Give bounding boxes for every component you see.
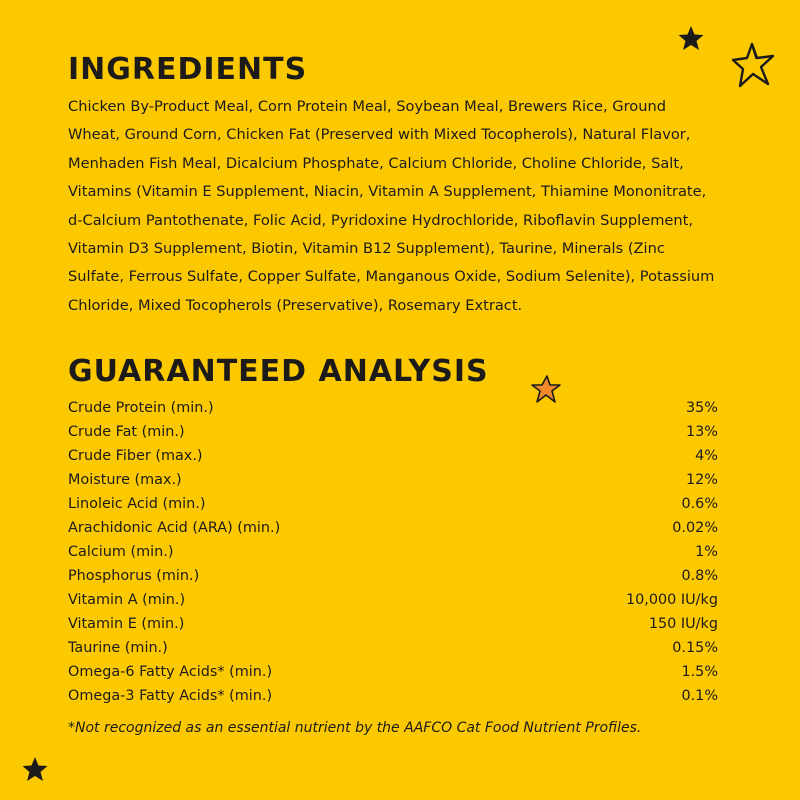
nutrient-value: 0.8% <box>681 568 718 584</box>
analysis-row <box>68 660 718 684</box>
analysis-row <box>68 468 718 492</box>
analysis-row <box>68 612 718 636</box>
nutrient-value: 150 IU/kg <box>648 616 718 632</box>
nutrient-value: 0.6% <box>681 496 718 512</box>
outline-star-icon <box>730 40 778 90</box>
analysis-row <box>68 684 718 708</box>
analysis-row <box>68 420 718 444</box>
analysis-row <box>68 636 718 660</box>
guaranteed-analysis-heading: GUARANTEED ANALYSIS <box>68 354 489 389</box>
nutrient-value: 12% <box>686 472 718 488</box>
nutrient-name: Arachidonic Acid (ARA) (min.) <box>68 520 281 536</box>
analysis-row <box>68 396 718 420</box>
nutrient-name: Vitamin A (min.) <box>68 592 186 608</box>
ingredients-heading: INGREDIENTS <box>68 52 308 87</box>
analysis-row <box>68 540 718 564</box>
analysis-row <box>68 444 718 468</box>
nutrient-name: Moisture (max.) <box>68 472 182 488</box>
nutrient-value: 0.1% <box>681 688 718 704</box>
nutrient-value: 0.15% <box>672 640 718 656</box>
analysis-row <box>68 564 718 588</box>
nutrient-name: Taurine (min.) <box>68 640 168 656</box>
analysis-row <box>68 588 718 612</box>
nutrient-name: Calcium (min.) <box>68 544 174 560</box>
ingredients-text: Chicken By-Product Meal, Corn Protein Meal, Soybean Meal, Brewers Rice, Ground Wheat, Ground Corn, Chicken Fat (Preserved with Mixed Tocopherols), Natural Flavor, Menhaden Fish Meal, Dicalcium Phosphate, Calcium Chloride, Choline Chloride, Salt, Vitamins (Vitamin E Supplement, Niacin, Vitamin A Supplement, Thiamine Mononitrate, d-Calcium Pantothenate, Folic Acid, Pyridoxine Hydrochloride, Riboflavin Supplement, Vitamin D3 Supplement, Biotin, Vitamin B12 Supplement), Taurine, Minerals (Zinc Sulfate, Ferrous Sulfate, Copper Sulfate, Manganous Oxide, Sodium Selenite), Potassium Chloride, Mixed Tocopherols (Preservative), Rosemary Extract. <box>68 98 715 314</box>
nutrient-value: 4% <box>695 448 718 464</box>
nutrient-value: 10,000 IU/kg <box>625 592 718 608</box>
nutrient-name: Omega-3 Fatty Acids* (min.) <box>68 688 273 704</box>
analysis-table <box>68 396 718 708</box>
nutrient-name: Omega-6 Fatty Acids* (min.) <box>68 664 273 680</box>
nutrient-value: 13% <box>686 424 718 440</box>
footnote: *Not recognized as an essential nutrient by the AAFCO Cat Food Nutrient Profiles. <box>68 720 642 736</box>
star-icon-bottom <box>20 755 50 783</box>
star-icon <box>676 24 706 52</box>
nutrient-name: Linoleic Acid (min.) <box>68 496 206 512</box>
nutrient-value: 1.5% <box>681 664 718 680</box>
nutrient-name: Crude Fiber (max.) <box>68 448 203 464</box>
nutrient-value: 0.02% <box>672 520 718 536</box>
nutrient-name: Crude Protein (min.) <box>68 400 214 416</box>
nutrient-name: Vitamin E (min.) <box>68 616 185 632</box>
nutrient-value: 1% <box>695 544 718 560</box>
nutrient-name: Phosphorus (min.) <box>68 568 200 584</box>
nutrient-value: 35% <box>686 400 718 416</box>
analysis-row <box>68 516 718 540</box>
nutrient-name: Crude Fat (min.) <box>68 424 185 440</box>
analysis-row <box>68 492 718 516</box>
